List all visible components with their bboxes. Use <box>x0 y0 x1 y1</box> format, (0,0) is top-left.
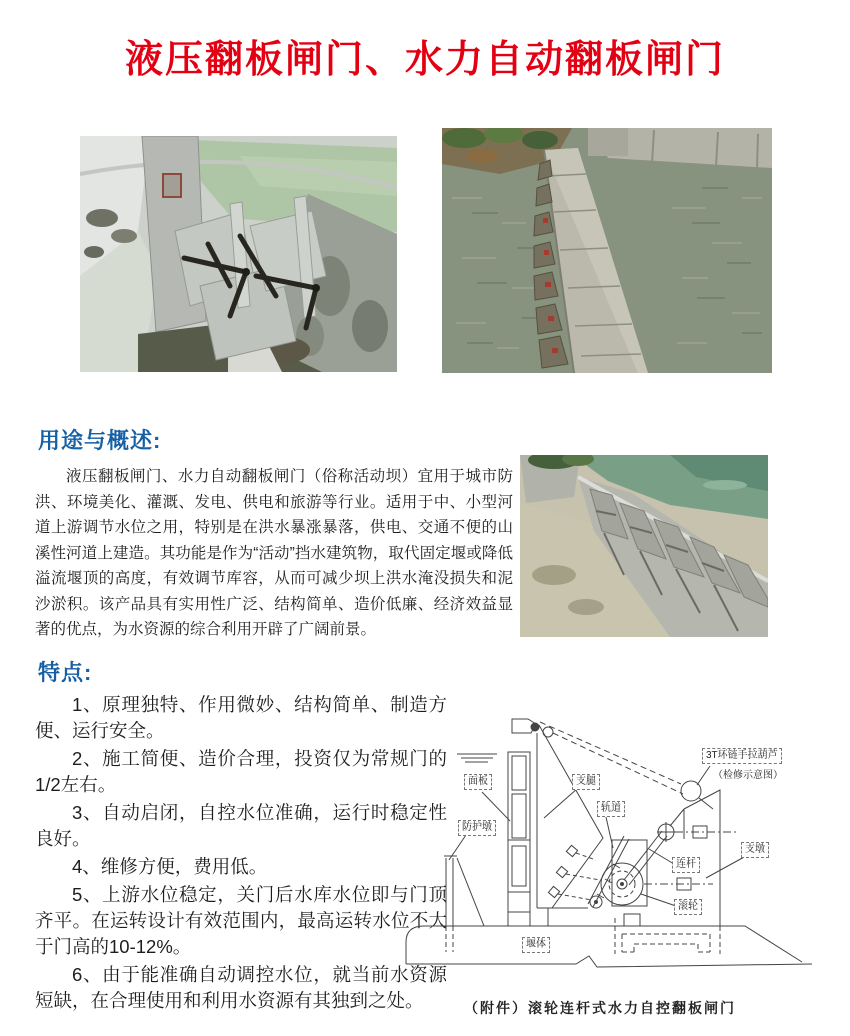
photo-flap-gate-structure-art <box>80 136 397 372</box>
features-list <box>35 692 447 1016</box>
diagram-label-track: 轨道 <box>597 801 625 817</box>
diagram-label-weir-body: 堰体 <box>522 937 550 953</box>
features-heading: 特点: <box>38 660 93 685</box>
photo-flap-gate-dam <box>520 455 768 637</box>
diagram-label-hoist-note: （检修示意图） <box>713 770 783 781</box>
diagram-caption: （附件）滚轮连杆式水力自控翻板闸门 <box>464 1000 736 1016</box>
diagram-drawing <box>400 688 850 988</box>
feature-item: 4、维修方便，费用低。 <box>72 856 268 877</box>
diagram-label-panel: 面板 <box>464 774 492 790</box>
feature-item: 1、原理独特、作用微妙、结构简单、制造方便、运行安全。 <box>35 694 447 741</box>
page-title: 液压翻板闸门、水力自动翻板闸门 <box>124 39 725 81</box>
photo-dam-crest-art <box>442 128 772 373</box>
technical-diagram <box>400 688 850 1036</box>
diagram-label-support-pier: 支墩 <box>741 842 769 858</box>
feature-item: 2、施工简便、造价合理，投资仅为常规门的1/2左右。 <box>35 748 447 795</box>
overview-heading: 用途与概述: <box>38 428 162 453</box>
diagram-label-support-leg: 支腿 <box>572 774 600 790</box>
photo-dam-crest-top-view <box>442 128 772 373</box>
diagram-label-roller: 滚轮 <box>674 899 702 915</box>
photo-flap-gate-structure <box>80 136 397 372</box>
feature-item: 6、由于能准确自动调控水位，就当前水资源短缺，在合理使用和利用水资源有其独到之处。 <box>35 964 447 1011</box>
diagram-label-link-rod: 连杆 <box>672 857 700 873</box>
overview-paragraph: 液压翻板闸门、水力自动翻板闸门（俗称活动坝）宜用于城市防洪、环境美化、灌溉、发电、供电和旅游等行业。适用于中、小型河道上游调节水位之用，特别是在洪水暴涨暴落，供电、交通不便的山溪性河道上建造。其功能是作为“活动”挡水建筑物，取代固定堰或降低溢流堰顶的高度，有效调节库容，从而可减少坝上洪水淹没损失和泥沙淤积。该产品具有实用性广泛、结构简单、造价低廉、经济效益显著的优点，为水资源的综合利用开辟了广阔前景。 <box>35 468 513 638</box>
overview-body <box>35 464 513 643</box>
photo-flap-gate-dam-art <box>520 455 768 637</box>
feature-item: 5、上游水位稳定，关门后水库水位即与门顶齐平。在运转设计有效范围内，最高运转水位不大于门高的10-12%。 <box>35 884 447 957</box>
diagram-label-guard-pier: 防护墩 <box>458 820 496 836</box>
diagram-label-hoist: 3T环链手拉葫芦 <box>702 748 782 764</box>
feature-item: 3、自动启闭，自控水位准确，运行时稳定性良好。 <box>35 802 447 849</box>
